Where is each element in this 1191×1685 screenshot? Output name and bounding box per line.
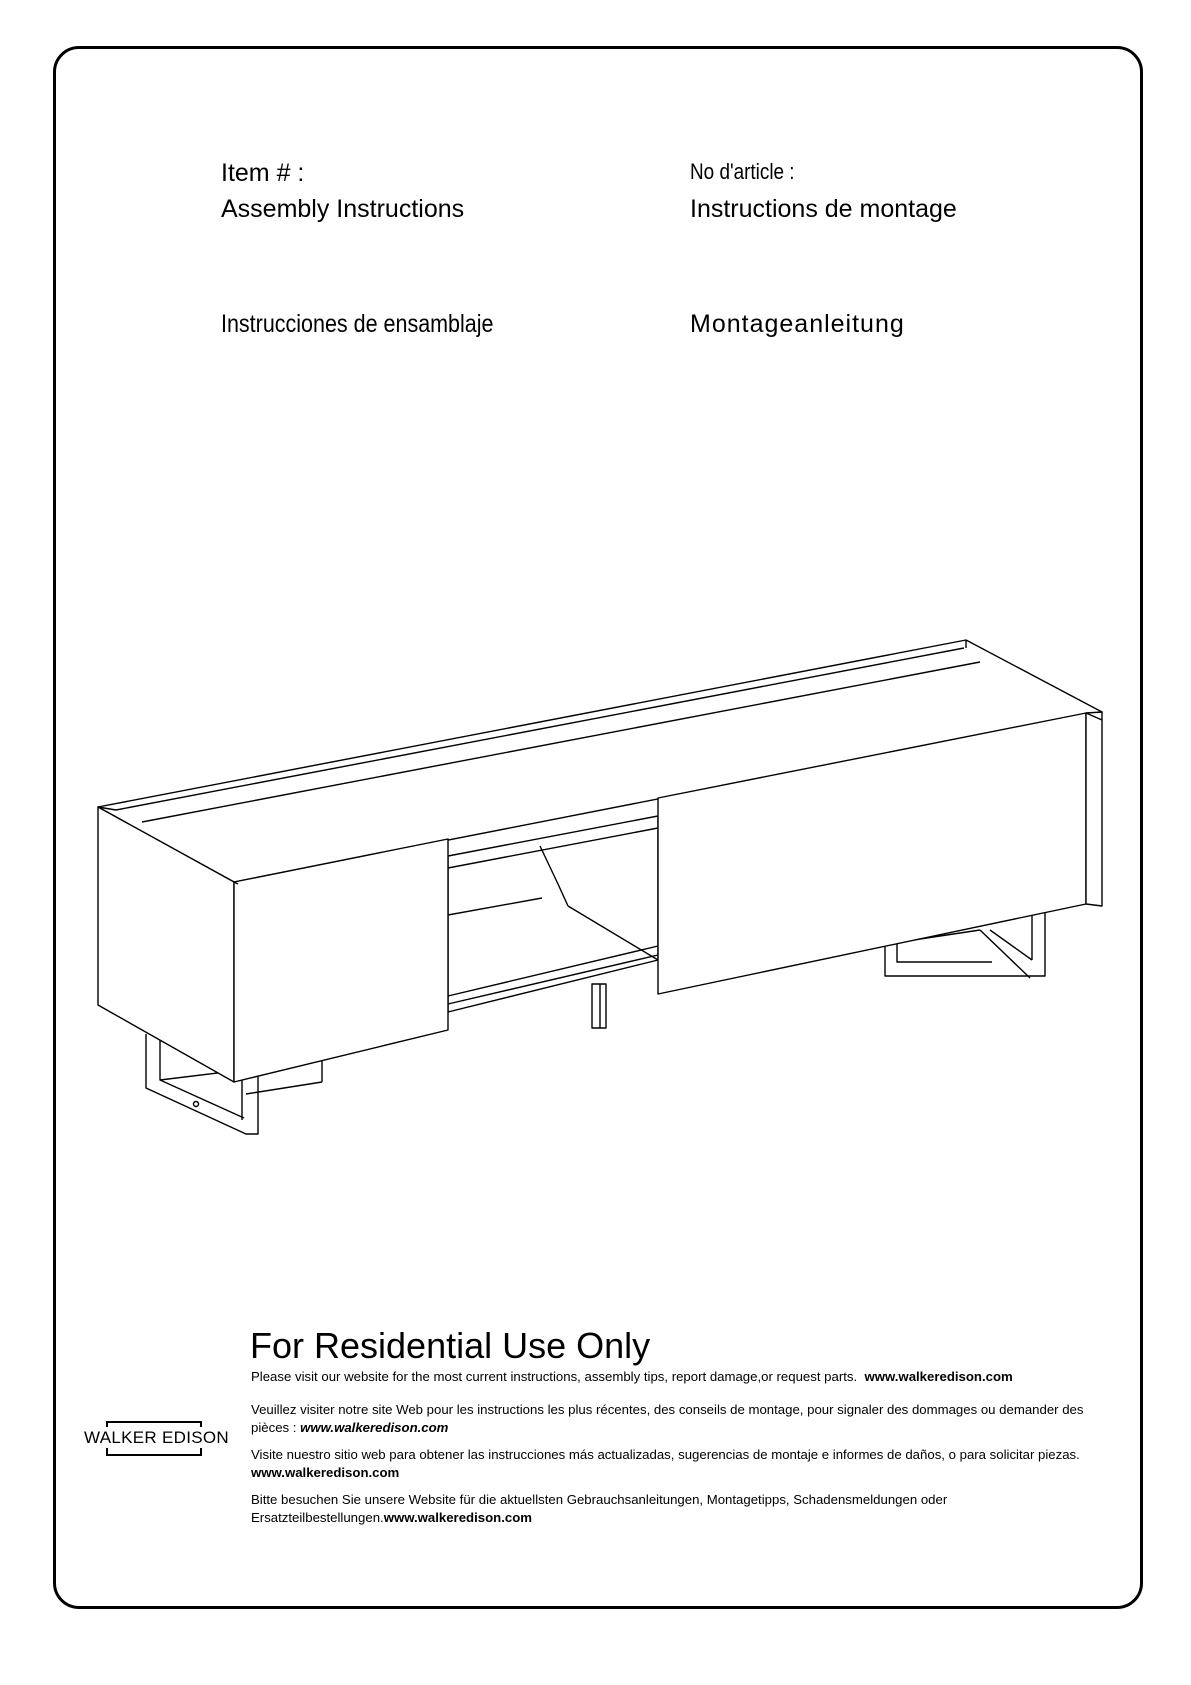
residential-use-heading: For Residential Use Only [250, 1325, 651, 1366]
item-number-label: Item # : [221, 159, 305, 187]
notice-fr [251, 1401, 1111, 1437]
notice-fr-text: Veuillez visiter notre site Web pour les instructions les plus récentes, des conseils de montage, pour signaler des dommages ou demander des pièces : [251, 1402, 1084, 1435]
logo-tick [200, 1421, 202, 1427]
logo-text: WALKER EDISON [84, 1428, 229, 1447]
assembly-instructions-de: Montageanleitung [690, 310, 905, 338]
assembly-instructions-es: Instrucciones de ensamblaje [221, 310, 494, 338]
logo-bottom-bar [106, 1454, 202, 1456]
notice-de [251, 1491, 1111, 1527]
notice-de-text: Bitte besuchen Sie unsere Website für die aktuellsten Gebrauchsanleitungen, Montagetipps, Schadensmeldungen oder Ersatzteilbestellungen. [251, 1492, 948, 1525]
website-link-de[interactable]: www.walkeredison.com [383, 1510, 532, 1525]
notice-en-text: Please visit our website for the most current instructions, assembly tips, report damage,or request parts. [251, 1369, 858, 1384]
notice-es-text: Visite nuestro sitio web para obtener las instrucciones más actualizadas, sugerencias de montaje e informes de daños, o para solicitar piezas. [251, 1447, 1080, 1462]
website-link-en[interactable]: www.walkeredison.com [864, 1369, 1013, 1384]
open-shelf [448, 816, 658, 1012]
assembly-instructions-fr: Instructions de montage [690, 195, 957, 223]
website-link-fr[interactable]: www.walkeredison.com [300, 1420, 449, 1435]
logo-top-bar [106, 1421, 202, 1423]
right-side-panel [1086, 712, 1102, 906]
left-door [234, 839, 448, 1082]
notice-es [251, 1446, 1111, 1482]
website-link-es[interactable]: www.walkeredison.com [251, 1465, 400, 1480]
assembly-instructions-en: Assembly Instructions [221, 195, 465, 223]
article-number-label: No d'article : [690, 159, 795, 184]
logo-tick [106, 1421, 108, 1427]
center-leg [592, 984, 606, 1028]
walker-edison-logo [84, 1421, 229, 1455]
notice-en [251, 1368, 1111, 1386]
